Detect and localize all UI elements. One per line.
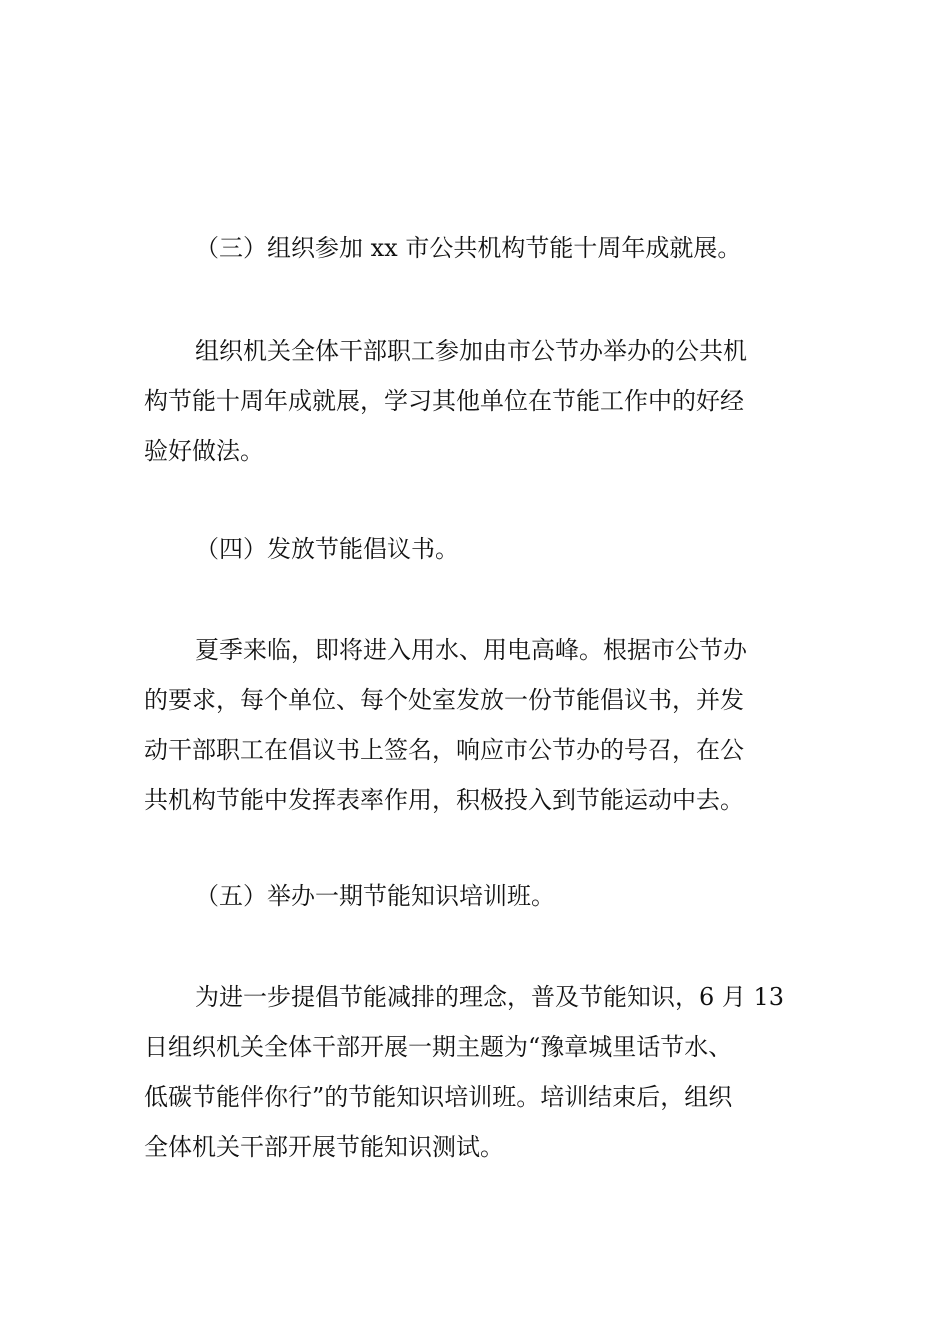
paragraph-line: 日组织机关全体干部开展一期主题为“豫章城里话节水、 — [144, 1033, 733, 1061]
paragraph-line: 动干部职工在倡议书上签名，响应市公节办的号召，在公 — [144, 736, 744, 764]
paragraph-line: 低碳节能伴你行”的节能知识培训班。培训结束后，组织 — [144, 1083, 733, 1111]
section-4-heading: （四）发放节能倡议书。 — [195, 535, 459, 563]
section-4-paragraph — [144, 625, 810, 825]
paragraph-line: 组织机关全体干部职工参加由市公节办举办的公共机 — [195, 337, 747, 365]
paragraph-line: 的要求，每个单位、每个处室发放一份节能倡议书，并发 — [144, 686, 744, 714]
paragraph-line: 为进一步提倡节能减排的理念，普及节能知识，6 月 13 — [195, 983, 785, 1011]
section-3-paragraph — [144, 326, 810, 476]
section-5-paragraph — [144, 972, 810, 1172]
paragraph-line: 构节能十周年成就展，学习其他单位在节能工作中的好经 — [144, 387, 744, 415]
paragraph-line: 全体机关干部开展节能知识测试。 — [144, 1133, 504, 1161]
section-5-heading: （五）举办一期节能知识培训班。 — [195, 882, 555, 910]
paragraph-line: 夏季来临，即将进入用水、用电高峰。根据市公节办 — [195, 636, 747, 664]
section-3-heading: （三）组织参加 xx 市公共机构节能十周年成就展。 — [195, 234, 742, 262]
paragraph-line: 共机构节能中发挥表率作用，积极投入到节能运动中去。 — [144, 786, 744, 814]
paragraph-line: 验好做法。 — [144, 437, 264, 465]
